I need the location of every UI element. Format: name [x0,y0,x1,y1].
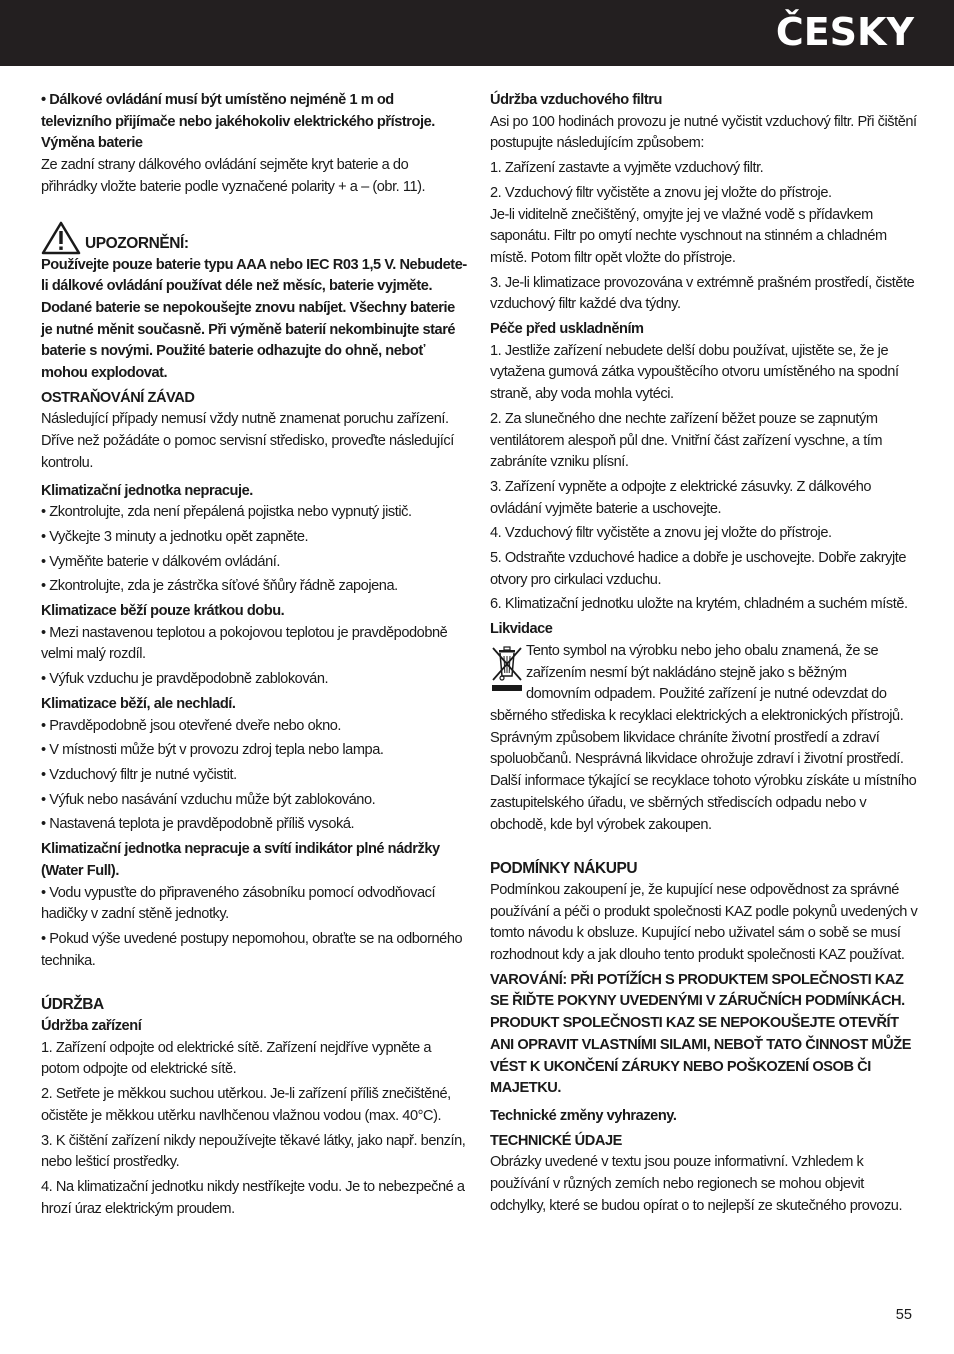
list-item: • V místnosti může být v provozu zdroj tepla nebo lampa. [41,742,384,759]
warning-title: UPOZORNĚNÍ: [85,234,189,252]
warning-text: Používejte pouze baterie typu AAA nebo IEC R03 1,5 V. Nebudete-li dálkové ovládání používat déle než měsíc, baterie vyjměte. Dodané baterie se nepokoušejte znovu nabíjet. Všechny baterie je nutné měnit současně. Při výměně baterií nekombinujte staré baterie s novými. Použité baterie odhazujte do ohně, neboť mohou explodovat. [41,256,467,382]
disposal-line: zařízením nesmí být nakládáno stejně jako s běžným [526,664,847,681]
problem-1-title: Klimatizační jednotka nepracuje. [41,482,253,499]
list-item: 2. Vzduchový filtr vyčistěte a znovu jej vložte do přístroje. [490,184,832,201]
problem-2-title: Klimatizace běží pouze krátkou dobu. [41,603,285,620]
list-item: • Nastavená teplota je pravděpodobně příliš vysoká. [41,816,355,833]
purchase-title: PODMÍNKY NÁKUPU [490,860,638,878]
problem-3-title: Klimatizace běží, ale nechladí. [41,695,236,712]
list-item: 3. Je-li klimatizace provozována v extrémně prašném prostředí, čistěte vzduchový filtr každé dva týdny. [490,274,915,313]
maintenance-title: ÚDRŽBA [41,996,104,1014]
tech-data-title: TECHNICKÉ ÚDAJE [490,1132,622,1149]
crossed-out-bin-icon [490,644,524,692]
remote-note: • Dálkové ovládání musí být umístěno nejméně 1 m od televizního přijímače nebo jakéhokoliv elektrického přístroje. [41,92,435,130]
disposal-text: sběrného střediska k recyklaci elektrických a elektronických přístrojů. Správným způsobem likvidace chráníte životní prostředí a zdraví spoluobčanů. Nesprávná likvidace ohrožuje zdraví i životní prostředí. Další informace týkající se recyklace tohoto výrobku získáte u místního zastupitelského úřadu, ve sběrných střediscích odpadu nebo v obchodě, kde byl výrobek zakoupen. [490,707,917,833]
list-item: • Vzduchový filtr je nutné vyčistit. [41,766,237,783]
list-item: • Vyčkejte 3 minuty a jednotku opět zapněte. [41,528,309,545]
list-item: 1. Jestliže zařízení nebudete delší dobu používat, ujistěte se, že je vytažena gumová zátka vypouštěcího otvoru umístěného na spodní straně, aby voda mohla vytéci. [490,342,899,403]
list-item: 3. K čištění zařízení nikdy nepoužívejte těkavé látky, jako např. benzín, nebo lešticí prostředky. [41,1132,466,1171]
list-item: • Pravděpodobně jsou otevřené dveře nebo okno. [41,717,342,734]
warning-heading [41,221,467,255]
storage-title: Péče před uskladněním [490,321,644,338]
list-item: 2. Setřete je měkkou suchou utěrkou. Je-li zařízení příliš znečištěné, očistěte je měkkou utěrku navlhčenou vlažnou vodou (max. 40°C). [41,1086,451,1124]
list-item: 4. Na klimatizační jednotku nikdy nestříkejte vodu. Je to nebezpečné a hrozí úraz elektrickým proudem. [41,1178,465,1217]
disposal-line: Tento symbol na výrobku nebo jeho obalu znamená, že se [526,642,879,659]
filter-intro: Asi po 100 hodinách provozu je nutné vyčistit vzduchový filtr. Při čištění postupujte následujícím způsobem: [490,113,917,152]
purchase-text: Podmínkou zakoupení je, že kupující nese odpovědnost za správné používání a péči o produkt společnosti KAZ podle pokynů uvedených v tomto návodu k obsluze. Kupující nebo uživatel sám o sobě se musí rozhodnout kdy a jak dlouho tento produkt společnosti KAZ používat. [490,881,918,964]
problem-4-title: Klimatizační jednotka nepracuje a svítí indikátor plné nádržky (Water Full). [41,841,440,879]
tech-changes: Technické změny vyhrazeny. [490,1107,677,1124]
list-item: 1. Zařízení odpojte od elektrické sítě. Zařízení nejdříve vypněte a potom odpojte od elektrické sítě. [41,1039,432,1078]
list-item: • Vyměňte baterie v dálkovém ovládání. [41,553,280,570]
list-item: 5. Odstraňte vzduchové hadice a dobře je uschovejte. Dobře zakryjte otvory pro cirkulaci vzduchu. [490,550,907,588]
list-item: 2. Za slunečného dne nechte zařízení běžet pouze se zapnutým ventilátorem alespoň půl dne. Vnitřní část zařízení vyschne, a tím zabráníte vzniku plísní. [490,410,883,471]
device-maintenance-title: Údržba zařízení [41,1018,142,1035]
list-item: 6. Klimatizační jednotku uložte na krytém, chladném a suchém místě. [490,596,908,613]
list-item: • Výfuk nebo nasávání vzduchu může být zablokováno. [41,791,376,808]
list-item: • Mezi nastavenou teplotou a pokojovou teplotou je pravděpodobně velmi malý rozdíl. [41,624,448,663]
header-bar [0,0,954,66]
list-item: • Zkontrolujte, zda je zástrčka síťové šňůry řádně zapojena. [41,578,398,595]
troubleshoot-title: OSTRAŇOVÁNÍ ZÁVAD [41,389,195,406]
list-item: 3. Zařízení vypněte a odpojte z elektrické zásuvky. Z dálkového ovládání vyjměte baterie a uschovejte. [490,478,872,517]
battery-text: Ze zadní strany dálkového ovládání sejměte kryt baterie a do přihrádky vložte baterie podle vyznačené polarity + a – (obr. 11). [41,157,426,195]
warning-caps: VAROVÁNÍ: PŘI POTÍŽÍCH S PRODUKTEM SPOLEČNOSTI KAZ SE ŘIĎTE POKYNY UVEDENÝMI V ZÁRUČNÍCH PODMÍNKÁCH. PRODUKT SPOLEČNOSTI KAZ SE NEPOKOUŠEJTE OTEVŘÍT ANI OPRAVIT VLASTNÍMI SILAMI, NEBOŤ TATO ČINNOST MŮŽE VÉST K UKONČENÍ ZÁRUKY NEBO POŠKOZENÍ OSOB ČI MAJETKU. [490,971,911,1097]
disposal-line: domovním odpadem. Použité zařízení je nutné odevzdat do [526,686,887,703]
right-column [490,90,918,1217]
filter-step-2-details: Je-li viditelně znečištěný, omyjte jej ve vlažné vodě s přídavkem saponátu. Filtr po omytí nechte vyschnout na stinném a chladném místě. Potom filtr opět vložte do přístroje. [490,206,887,266]
list-item: • Vodu vypusťte do připraveného zásobníku pomocí odvodňovací hadičky v zadní stěně jednotky. [41,884,436,923]
list-item: 4. Vzduchový filtr vyčistěte a znovu jej vložte do přístroje. [490,525,832,542]
page-number: 55 [895,1307,912,1323]
battery-title: Výměna baterie [41,135,143,152]
disposal-title: Likvidace [490,621,553,638]
page-title: ČESKY [775,10,914,54]
list-item: 1. Zařízení zastavte a vyjměte vzduchový filtr. [490,160,764,177]
list-item: • Výfuk vzduchu je pravděpodobně zablokován. [41,671,329,688]
disposal-block [490,641,918,836]
tech-data-text: Obrázky uvedené v textu jsou pouze informativní. Vzhledem k používání v různých zemích nebo regionech se mohou objevit odchylky, které se budou opírat o to nejlepší ze skutečného provozu. [490,1154,903,1214]
filter-title: Údržba vzduchového filtru [490,92,662,108]
troubleshoot-intro: Následující případy nemusí vždy nutně znamenat poruchu zařízení. Dříve než požádáte o pomoc servisní středisko, proveďte následující kontrolu. [41,411,454,471]
list-item: • Zkontrolujte, zda není přepálená pojistka nebo vypnutý jistič. [41,504,412,521]
warning-triangle-icon [41,221,81,255]
left-column [41,90,467,1220]
list-item: • Pokud výše uvedené postupy nepomohou, obraťte se na odborného technika. [41,930,463,969]
